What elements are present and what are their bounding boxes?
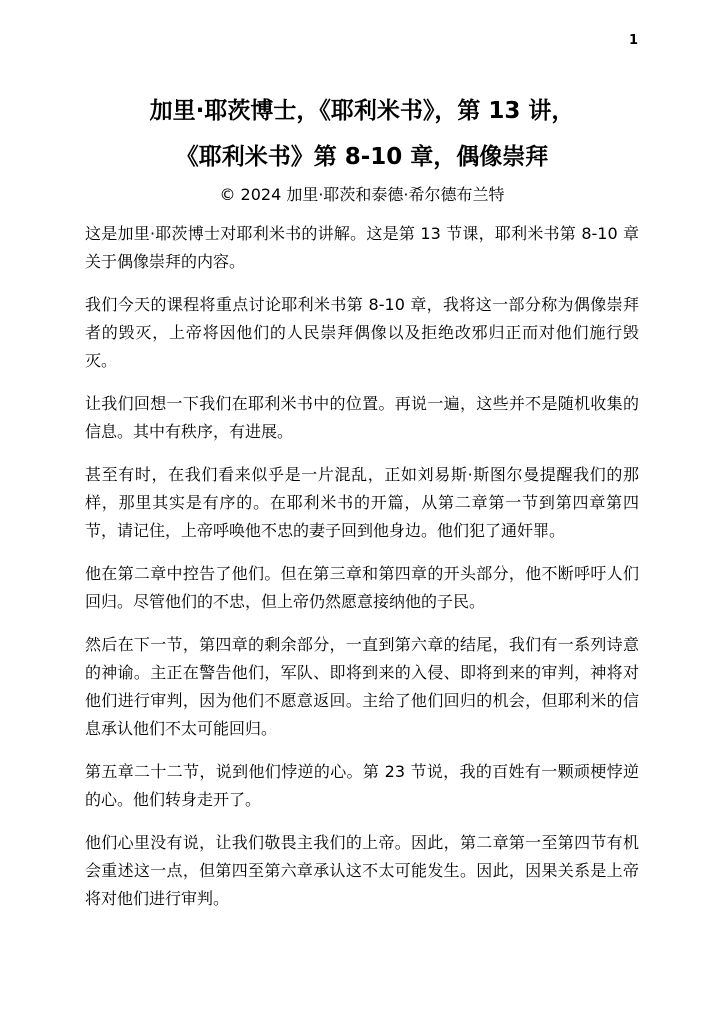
document-body (85, 220, 639, 913)
paragraph-6: 然后在下一节，第四章的剩余部分，一直到第六章的结尾，我们有一系列诗意的神谕。主正在警告他们，军队、即将到来的入侵、即将到来的审判，神将对他们进行审判，因为他们不愿意返回。主给了他们回归的机会，但耶利米的信息承认他们不太可能回归。 (85, 635, 639, 738)
paragraph-3: 让我们回想一下我们在耶利米书中的位置。再说一遍，这些并不是随机收集的信息。其中有秩序，有进展。 (85, 394, 639, 441)
document-header (0, 0, 724, 206)
document-title (0, 88, 724, 180)
paragraph-5: 他在第二章中控告了他们。但在第三章和第四章的开头部分，他不断呼吁人们回归。尽管他们的不忠，但上帝仍然愿意接纳他的子民。 (85, 564, 639, 611)
paragraph-1: 这是加里·耶茨博士对耶利米书的讲解。这是第 13 节课，耶利米书第 8-10 章关于偶像崇拜的内容。 (85, 224, 639, 271)
copyright-line: © 2024 加里·耶茨和泰德·希尔德布兰特 (219, 185, 505, 204)
paragraph-4: 甚至有时，在我们看来似乎是一片混乱，正如刘易斯·斯图尔曼提醒我们的那样，那里其实是有序的。在耶利米书的开篇，从第二章第一节到第四章第四节，请记住，上帝呼唤他不忠的妻子回到他身边。他们犯了通奸罪。 (85, 465, 639, 540)
paragraph-2: 我们今天的课程将重点讨论耶利米书第 8-10 章，我将这一部分称为偶像崇拜者的毁灭，上帝将因他们的人民崇拜偶像以及拒绝改邪归正而对他们施行毁灭。 (85, 295, 639, 370)
title-line-1: 加里·耶茨博士，《耶利米书》，第 13 讲， (149, 98, 575, 124)
paragraph-7: 第五章二十二节，说到他们悖逆的心。第 23 节说，我的百姓有一颗顽梗悖逆的心。他们转身走开了。 (85, 762, 639, 809)
page-number: 1 (628, 33, 638, 48)
title-line-2: 《耶利米书》第 8-10 章，偶像崇拜 (175, 144, 549, 170)
paragraph-8: 他们心里没有说，让我们敬畏主我们的上帝。因此，第二章第一至第四节有机会重述这一点，但第四至第六章承认这不太可能发生。因此，因果关系是上帝将对他们进行审判。 (85, 833, 639, 908)
